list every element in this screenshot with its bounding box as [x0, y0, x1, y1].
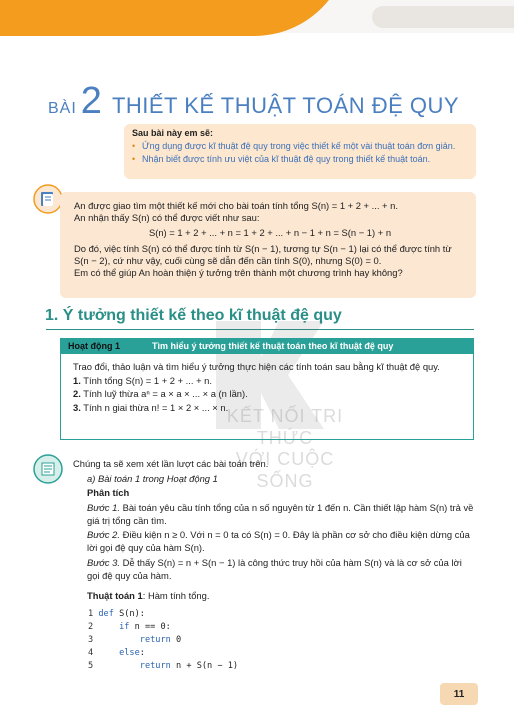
- code-keyword: return: [139, 661, 171, 671]
- activity-item: [73, 387, 461, 401]
- code-keyword: if: [119, 622, 130, 632]
- body-text: [73, 458, 475, 605]
- problem-title: a) Bài toán 1 trong Hoạt động 1: [87, 472, 218, 484]
- code-keyword: return: [139, 635, 171, 645]
- line-number: 2: [88, 622, 94, 632]
- line-number: 3: [88, 635, 94, 645]
- code-indent: [98, 635, 139, 645]
- code-keyword: def: [98, 609, 114, 619]
- intro-line: An nhận thấy S(n) có thể được viết như sau:: [74, 212, 260, 224]
- book-icon: [33, 184, 63, 214]
- algorithm-desc: : Hàm tính tổng.: [142, 590, 210, 602]
- lesson-name: THIẾT KẾ THUẬT TOÁN ĐỆ QUY: [111, 93, 460, 118]
- item-number: 3.: [73, 401, 81, 413]
- step-paragraph: [73, 529, 475, 554]
- item-text: Tính luỹ thừa aⁿ = a × a × ... × a (n lần).: [83, 388, 248, 400]
- activity-bar: [60, 338, 474, 354]
- code-indent: [98, 622, 119, 632]
- step-label: Bước 1.: [87, 502, 120, 514]
- intro-line: Em có thể giúp An hoàn thiện ý tưởng trên thành một chương trình hay không?: [74, 267, 403, 279]
- goal-item: • Ứng dụng được kĩ thuật đệ quy trong việc thiết kế một vài thuật toán đơn giản.: [132, 141, 468, 151]
- activity-item: [73, 374, 461, 388]
- step-label: Bước 2.: [87, 529, 120, 541]
- code-text: 0: [170, 635, 182, 645]
- page-number: 11: [440, 683, 478, 705]
- item-number: 2.: [73, 388, 81, 400]
- line-number: 4: [88, 648, 94, 658]
- goals-box: [124, 124, 476, 179]
- section-heading: 1. Ý tưởng thiết kế theo kĩ thuật đệ quy: [45, 307, 342, 324]
- code-text: n + S(n − 1): [170, 661, 239, 671]
- code-line: [88, 608, 238, 621]
- notebook-icon: [33, 454, 63, 484]
- code-line: [88, 660, 238, 673]
- code-indent: [98, 661, 139, 671]
- watermark-line: VỚI CUỘC SỐNG: [235, 449, 335, 491]
- algorithm-label: Thuật toán 1: [87, 590, 143, 602]
- code-line: [88, 634, 238, 647]
- activity-body: [60, 354, 474, 440]
- item-text: Tính tổng S(n) = 1 + 2 + ... + n.: [83, 374, 212, 386]
- code-text: :: [139, 648, 145, 658]
- watermark-line: KẾT NỐI TRI THỨC: [226, 406, 344, 448]
- item-text: Tính n giai thừa n! = 1 × 2 × ... × n.: [83, 401, 229, 413]
- code-keyword: else: [119, 648, 140, 658]
- step-paragraph: [73, 557, 475, 582]
- code-text: n == 0:: [129, 622, 171, 632]
- activity-label: Hoạt động 1: [68, 341, 120, 351]
- lesson-number: 2: [80, 80, 102, 122]
- intro-line: Do đó, việc tính S(n) có thể được tính từ S(n − 1), tương tự S(n − 1) lại có thể được tính từ S(n − 2), cứ như vậy, cuối cùng sẽ dẫn đến cần tính S(0), nhưng S(0) = 0.: [74, 242, 452, 266]
- code-line: [88, 621, 238, 634]
- intro-formula: S(n) = 1 + 2 + ... + n = 1 + 2 + ... + n − 1 + n = S(n − 1) + n: [148, 227, 392, 239]
- item-number: 1.: [73, 374, 81, 386]
- line-number: 5: [88, 661, 94, 671]
- step-label: Bước 3.: [87, 556, 120, 568]
- goal-item: • Nhận biết được tính ưu việt của kĩ thuật đệ quy trong thiết kế thuật toán.: [132, 154, 468, 164]
- code-indent: [98, 648, 119, 658]
- intro-box: [60, 192, 476, 298]
- activity-intro: Trao đổi, thảo luận và tìm hiểu ý tưởng thực hiện các tính toán sau bằng kĩ thuật đệ quy.: [73, 361, 440, 372]
- goals-heading: Sau bài này em sẽ:: [132, 128, 214, 138]
- step-text: Điều kiện n ≥ 0. Với n = 0 ta có S(n) = 0. Đây là phần cơ sở cho điều kiện dừng của lời gọi đệ quy của hàm S(n).: [87, 529, 470, 554]
- analysis-heading: Phân tích: [87, 487, 130, 499]
- algorithm-title: [73, 590, 475, 603]
- activity-item: [73, 401, 461, 415]
- step-text: Dễ thấy S(n) = n + S(n − 1) là công thức truy hồi của hàm S(n) và là cơ sở của lời gọi đệ quy của hàm.: [87, 556, 462, 581]
- lesson-title: [48, 82, 459, 122]
- activity-title: Tìm hiểu ý tưởng thiết kế thuật toán theo kĩ thuật đệ quy: [152, 341, 394, 351]
- line-number: 1: [88, 609, 94, 619]
- code-block: [88, 608, 238, 673]
- body-intro: Chúng ta sẽ xem xét lần lượt các bài toán trên.: [73, 458, 269, 469]
- intro-line: An được giao tìm một thiết kế mới cho bài toán tính tổng S(n) = 1 + 2 + ... + n.: [74, 200, 398, 211]
- lesson-word: BÀI: [48, 100, 77, 117]
- step-paragraph: [73, 502, 475, 527]
- code-text: S(n):: [113, 609, 145, 619]
- grey-header-tab: [372, 6, 514, 28]
- step-text: Bài toán yêu cầu tính tổng của n số nguyên từ 1 đến n. Cần thiết lập hàm S(n) trả về giá trị tổng cần tìm.: [87, 502, 474, 526]
- code-line: [88, 647, 238, 660]
